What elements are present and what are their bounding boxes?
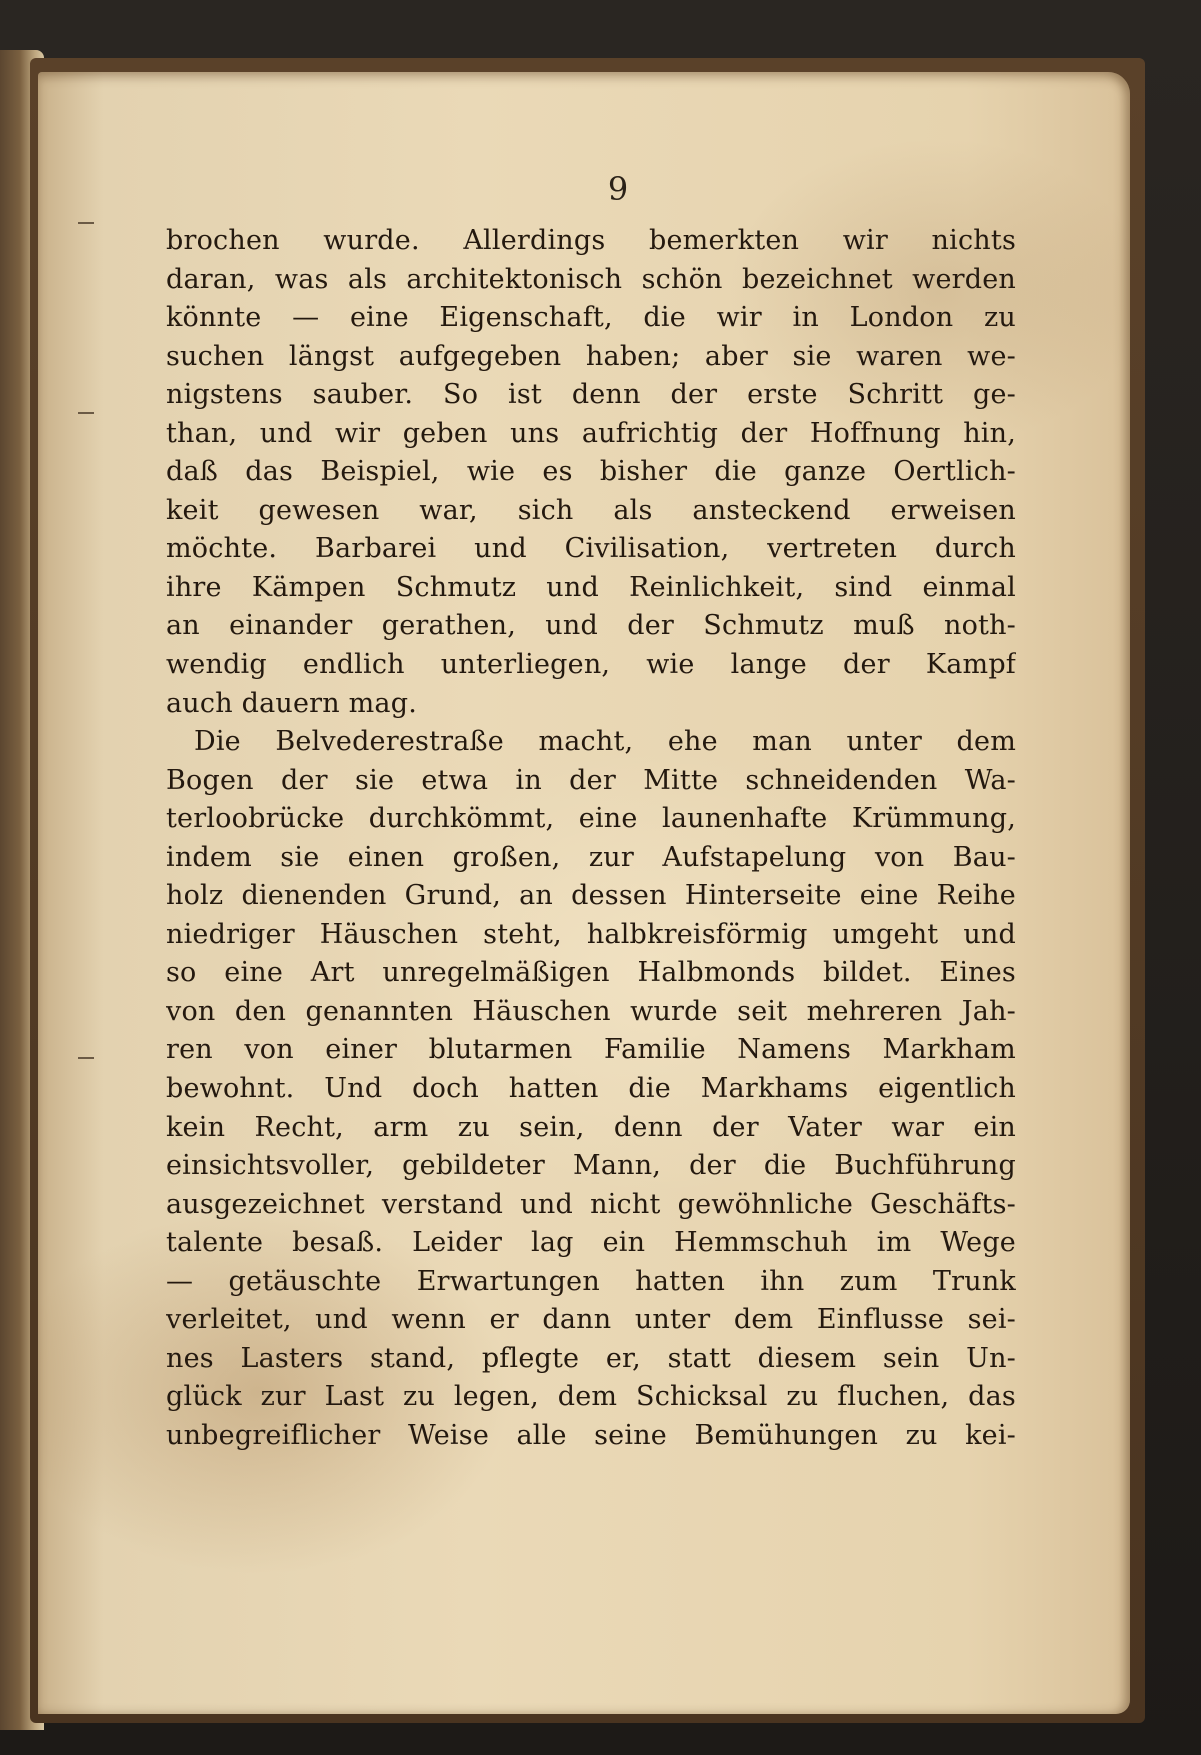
text-line: niedriger Häuschen steht, halbkreisförmig umgeht und <box>166 918 1016 950</box>
text-line: nes Lasters stand, pflegte er, statt diesem sein Un- <box>166 1342 1016 1374</box>
text-line: glück zur Last zu legen, dem Schicksal zu fluchen, das <box>166 1381 1016 1413</box>
book-page <box>38 72 1130 1714</box>
text-line: Bogen der sie etwa in der Mitte schneidenden Wa- <box>166 764 1016 796</box>
body-text <box>166 222 1016 1456</box>
text-line: daran, was als architektonisch schön bezeichnet werden <box>166 263 1016 295</box>
text-line: daß das Beispiel, wie es bisher die ganze Oertlich- <box>166 456 1016 488</box>
text-line: möchte. Barbarei und Civilisation, vertreten durch <box>166 533 1016 565</box>
text-line: ausgezeichnet verstand und nicht gewöhnliche Geschäfts- <box>166 1188 1016 1220</box>
margin-mark <box>78 1057 94 1059</box>
text-line: Die Belvederestraße macht, ehe man unter dem <box>194 726 1016 758</box>
text-line: könnte — eine Eigenschaft, die wir in London zu <box>166 302 1016 334</box>
text-line: verleitet, und wenn er dann unter dem Einflusse sei- <box>166 1304 1016 1336</box>
text-line: ihre Kämpen Schmutz und Reinlichkeit, sind einmal <box>166 571 1016 603</box>
text-line: bewohnt. Und doch hatten die Markhams eigentlich <box>166 1073 1016 1105</box>
text-line: holz dienenden Grund, an dessen Hinterseite eine Reihe <box>166 880 1016 912</box>
margin-mark <box>78 222 94 224</box>
text-line: so eine Art unregelmäßigen Halbmonds bildet. Eines <box>166 957 1016 989</box>
text-line: an einander gerathen, und der Schmutz muß noth- <box>166 610 1016 642</box>
page-number: 9 <box>607 170 629 208</box>
text-line: einsichtsvoller, gebildeter Mann, der die Buchführung <box>166 1150 1016 1182</box>
text-line: ren von einer blutarmen Familie Namens Markham <box>166 1034 1016 1066</box>
text-line: von den genannten Häuschen wurde seit mehreren Jah- <box>166 995 1016 1027</box>
text-line: auch dauern mag. <box>166 687 417 719</box>
text-line: — getäuschte Erwartungen hatten ihn zum Trunk <box>166 1265 1016 1297</box>
text-line: indem sie einen großen, zur Aufstapelung von Bau- <box>166 841 1016 873</box>
text-line: brochen wurde. Allerdings bemerkten wir nichts <box>166 225 1016 256</box>
text-line: suchen längst aufgegeben haben; aber sie waren we- <box>166 340 1016 372</box>
margin-mark <box>78 412 94 414</box>
text-line: keit gewesen war, sich als ansteckend erweisen <box>166 494 1016 526</box>
text-line: terloobrücke durchkömmt, eine launenhafte Krümmung, <box>166 803 1016 835</box>
text-line: than, und wir geben uns aufrichtig der Hoffnung hin, <box>166 417 1016 449</box>
text-line: wendig endlich unterliegen, wie lange der Kampf <box>166 649 1016 681</box>
text-line: nigstens sauber. So ist denn der erste Schritt ge- <box>166 379 1016 411</box>
text-line: unbegreiflicher Weise alle seine Bemühungen zu kei- <box>166 1419 1016 1451</box>
text-line: talente besaß. Leider lag ein Hemmschuh im Wege <box>166 1227 1016 1259</box>
text-line: kein Recht, arm zu sein, denn der Vater war ein <box>166 1111 1016 1143</box>
